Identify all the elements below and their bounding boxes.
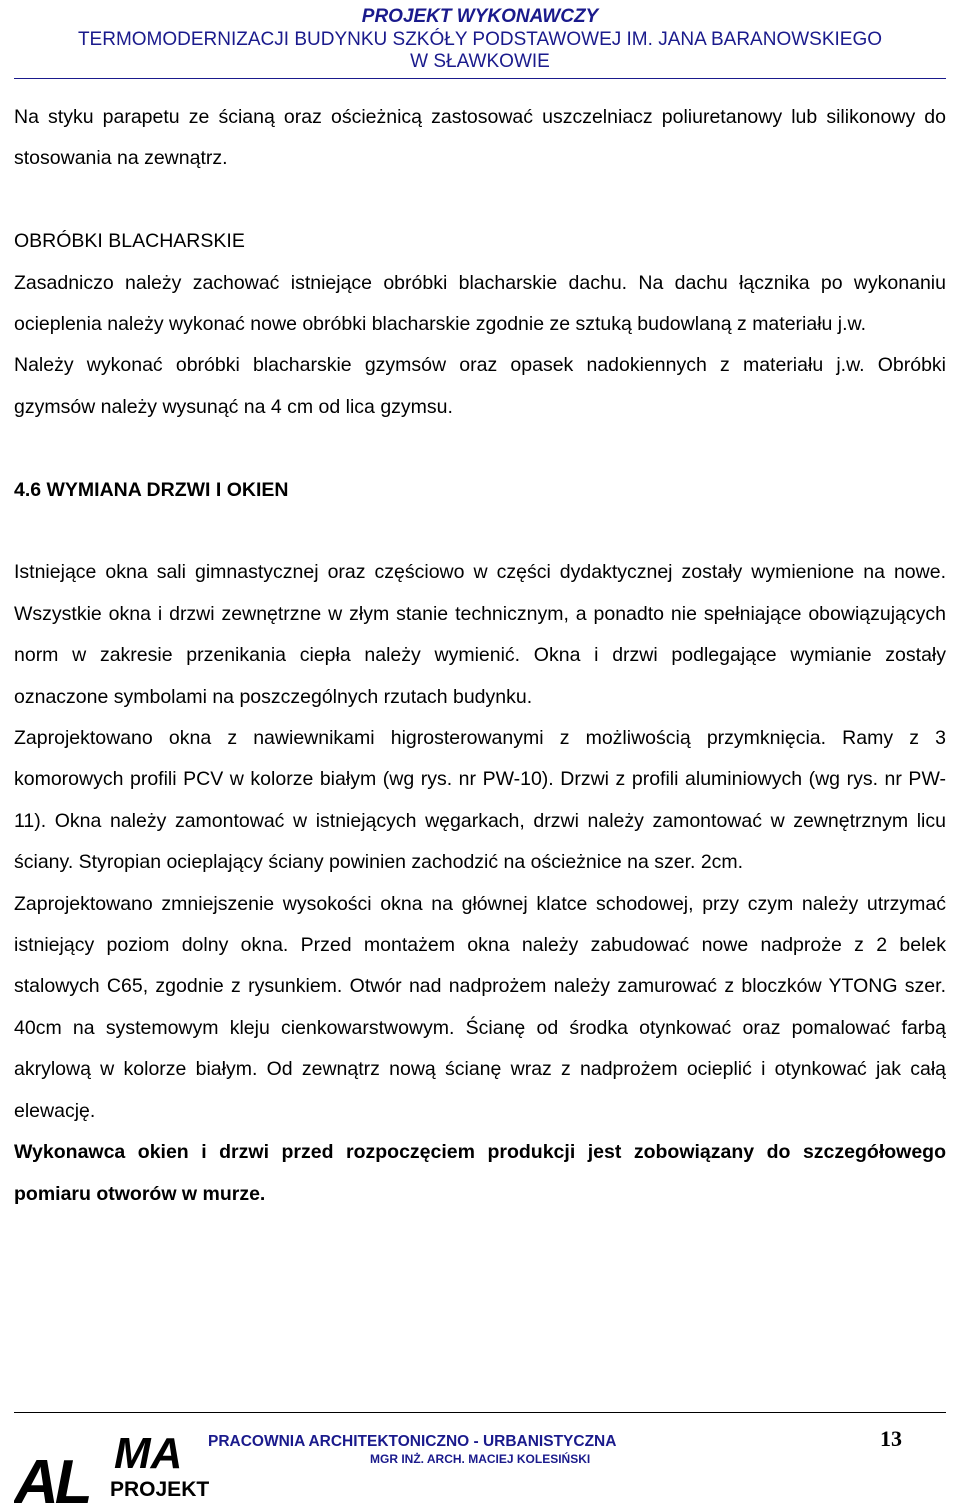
paragraph-contractor-note: Wykonawca okien i drzwi przed rozpoczęciem produkcji jest zobowiązany do szczegółowego pomiaru otworów w murze. (14, 1141, 946, 1205)
spacer (14, 511, 946, 552)
logo-projekt: PROJEKT (110, 1478, 210, 1501)
paragraph-sealant: Na styku parapetu ze ścianą oraz ościeżnicą zastosować uszczelniacz poliuretanowy lub silikonowy do stosowania na zewnątrz. (14, 106, 946, 170)
section-heading: 4.6 WYMIANA DRZWI I OKIEN (14, 478, 289, 501)
logo-ma: MA (114, 1430, 183, 1478)
header-subtitle: TERMOMODERNIZACJI BUDYNKU SZKÓŁY PODSTAWOWEJ IM. JANA BARANOWSKIEGO (77, 29, 883, 50)
company-logo (14, 1430, 214, 1503)
header-location: W SŁAWKOWIE (410, 51, 550, 72)
page-number: 13 (880, 1426, 902, 1451)
paragraph-staircase-window: Zaprojektowano zmniejszenie wysokości okna na głównej klatce schodowej, przy czym należy utrzymać istniejący poziom dolny okna. Przed montażem okna należy zabudować nowe nadproże z 2 belek stalowych C65, zgodnie z rysunkiem. Otwór nad nadprożem należy zamurować z bloczków YTONG szer. 40cm na systemowym kleju cienkowarstwowym. Ścianę od środka otynkować oraz pomalować farbą akrylową w kolorze białym. Od zewnątrz nową ścianę wraz z nadprożem ocieplić i otynkować jak całą elewację. (14, 892, 946, 1122)
author-name: MGR INŻ. ARCH. MACIEJ KOLESIŃSKI (370, 1452, 591, 1466)
logo-al: AL (14, 1448, 89, 1503)
heading-flashing: OBRÓBKI BLACHARSKIE (14, 230, 245, 253)
spacer (14, 180, 946, 221)
paragraph-roof-flashing: Zasadniczo należy zachować istniejące obróbki blacharskie dachu. Na dachu łącznika po wykonaniu ocieplenia należy wykonać nowe obróbki blacharskie zgodnie ze sztuką budowlaną z materiału j.w. (14, 271, 946, 336)
firm-name: PRACOWNIA ARCHITEKTONICZNO - URBANISTYCZNA (208, 1433, 617, 1450)
header-title: PROJEKT WYKONAWCZY (361, 6, 599, 27)
paragraph-cornice-flashing: Należy wykonać obróbki blacharskie gzymsów oraz opasek nadokiennych z materiału j.w. Obróbki gzymsów należy wysunąć na 4 cm od lica gzymsu. (14, 354, 946, 418)
header-divider (14, 78, 946, 79)
page-content (14, 97, 946, 1215)
paragraph-existing-windows: Istniejące okna sali gimnastycznej oraz częściowo w części dydaktycznej zostały wymienione na nowe. Wszystkie okna i drzwi zewnętrzne w złym stanie technicznym, a ponadto nie spełniające obowiązujących norm w zakresie przenikania ciepła należy wymienić. Okna i drzwi podlegające wymianie zostały oznaczone symbolami na poszczególnych rzutach budynku. (14, 561, 946, 708)
paragraph-new-windows: Zaprojektowano okna z nawiewnikami higrosterowanymi z możliwością przymknięcia. Ramy z 3 komorowych profili PCV w kolorze białym (wg rys. nr PW-10). Drzwi z profili aluminiowych (wg rys. nr PW-11). Okna należy zamontować w istniejących węgarkach, drzwi należy zamontować w zewnętrznym licu ściany. Styropian ocieplający ściany powinien zachodzić na ościeżnice na szer. 2cm. (14, 727, 946, 874)
footer-divider (14, 1412, 946, 1413)
spacer (14, 428, 946, 469)
